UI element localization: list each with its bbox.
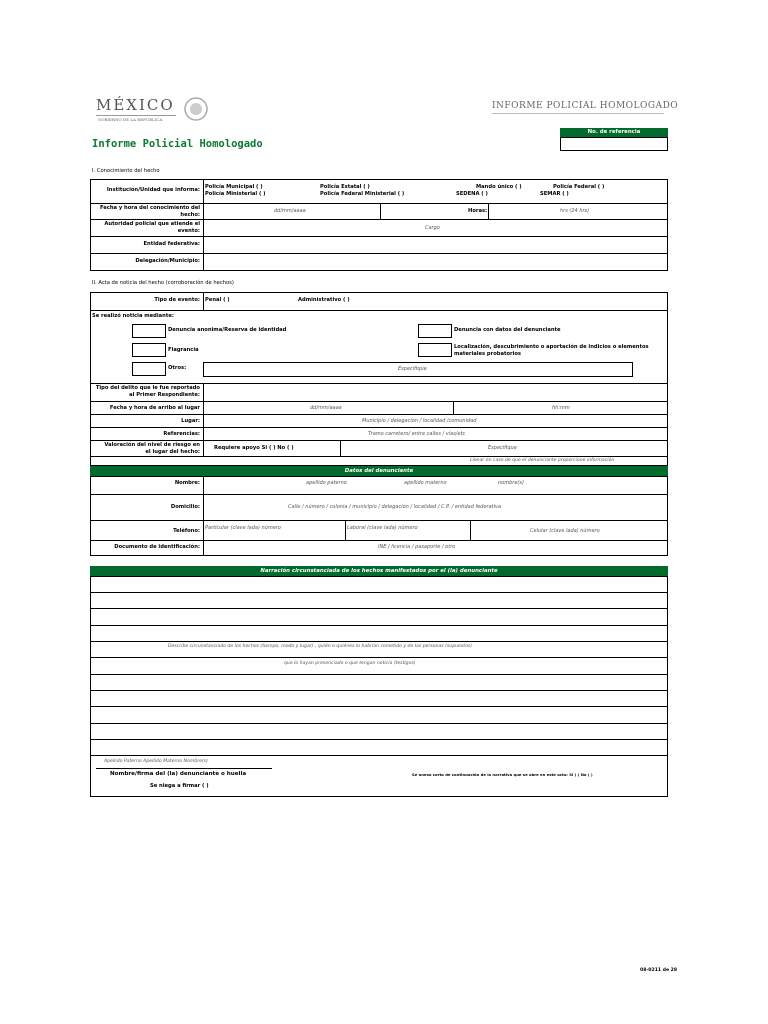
- option-mando-unico[interactable]: Mando único ( ): [476, 184, 522, 190]
- document-title: Informe Policial Homologado: [92, 138, 263, 150]
- narrativa-header: Narración circunstanciada de los hechos manifestados por el (la) denunciante: [90, 566, 668, 576]
- requiere-apoyo-option[interactable]: Requiere apoyo Si ( ) No ( ): [214, 445, 294, 451]
- lugar-label: Lugar:: [181, 418, 200, 424]
- section1-col-divider: [203, 179, 204, 271]
- hora-arribo-hint: hh:mm: [552, 405, 570, 411]
- fecha-arribo-hint: dd/mm/aaaa: [310, 405, 342, 411]
- checkbox-denuncia-anonima[interactable]: [132, 324, 166, 338]
- referencias-label: Referencias:: [163, 431, 200, 437]
- otros-especifique-hint: Especifique: [398, 366, 427, 372]
- tipo-evento-label: Tipo de evento:: [154, 297, 200, 303]
- logo-subtitle: GOBIERNO DE LA REPÚBLICA: [98, 117, 163, 122]
- horas-label: Horas:: [468, 208, 488, 214]
- option-administrativo[interactable]: Administrativo ( ): [298, 297, 350, 303]
- option-policia-estatal[interactable]: Policía Estatal ( ): [320, 184, 370, 190]
- telefono-celular-hint: Celular (clave lada) número: [530, 528, 600, 534]
- fecha-conocimiento-hint: dd/mm/aaaa: [274, 208, 306, 214]
- logo-divider: [96, 115, 176, 116]
- logo-word: MÉXICO: [96, 96, 175, 114]
- section2-title: II. Acta de noticia del hecho (corroboración de hechos): [92, 280, 234, 286]
- header-right-rule: [492, 113, 664, 114]
- option-policia-ministerial[interactable]: Policía Ministerial ( ): [205, 191, 266, 197]
- flagrancia-label: Flagrancia: [168, 347, 199, 353]
- institucion-label: Institución/Unidad que informa:: [106, 187, 200, 193]
- tipo-delito-label: Tipo del delito que le fue reportado al Primer Respondiente:: [95, 385, 200, 398]
- denuncia-datos-label: Denuncia con datos del denunciante: [454, 327, 561, 333]
- denuncia-anonima-label: Denuncia anonima/Reserva de identidad: [168, 327, 287, 333]
- delegacion-municipio-label: Delegación/Municipio:: [135, 258, 200, 264]
- denunciante-header: Datos del denunciante: [90, 466, 668, 476]
- autoridad-label: Autoridad policial que atiende el evento:: [104, 221, 200, 234]
- option-sedena[interactable]: SEDENA ( ): [456, 191, 488, 197]
- option-penal[interactable]: Penal ( ): [205, 297, 230, 303]
- firma-line: [96, 768, 272, 769]
- narrativa-hint-2: que lo hayan presenciado o que tengan noticia (testigos): [284, 661, 416, 666]
- reference-number-field[interactable]: [560, 137, 668, 151]
- coat-of-arms-icon: [182, 96, 210, 122]
- llenar-note: Llenar en caso de que el denunciante proporcione información: [470, 458, 615, 463]
- nombre-apellido-materno-hint: apellido materno: [404, 480, 447, 486]
- se-niega-firmar-option[interactable]: Se niega a firmar ( ): [150, 783, 209, 789]
- checkbox-flagrancia[interactable]: [132, 343, 166, 357]
- option-policia-federal-ministerial[interactable]: Policía Federal Ministerial ( ): [320, 191, 405, 197]
- fecha-conocimiento-label: Fecha y hora del conocimiento del hecho:: [99, 205, 200, 218]
- mexico-logo: [96, 96, 216, 124]
- option-policia-municipal[interactable]: Policía Municipal ( ): [205, 184, 263, 190]
- header-right-title: INFORME POLICIAL HOMOLOGADO: [492, 101, 679, 111]
- localizacion-label: Localización, descubrimiento o aportación de indicios o elementos materiales probatorios: [454, 344, 649, 357]
- telefono-laboral-hint: Laboral (clave lada) número: [347, 525, 418, 531]
- otros-label: Otros:: [168, 365, 187, 371]
- checkbox-otros[interactable]: [132, 362, 166, 376]
- valoracion-riesgo-label: Valoración del nivel de riesgo en el lugar del hecho:: [104, 442, 200, 455]
- telefono-particular-hint: Particular (clave lada) número: [205, 525, 281, 531]
- valoracion-especifique-hint: Especifique: [488, 445, 517, 451]
- checkbox-localizacion[interactable]: [418, 343, 452, 357]
- option-policia-federal[interactable]: Policía Federal ( ): [553, 184, 605, 190]
- lugar-hint: Municipio / delegación / localidad /comunidad: [362, 418, 477, 424]
- domicilio-label: Domicilio:: [170, 504, 200, 510]
- narrativa-table[interactable]: [90, 576, 668, 766]
- referencias-hint: Tramo carretero/ entre calles / vías/etc: [368, 431, 466, 437]
- entidad-federativa-label: Entidad federativa:: [143, 241, 200, 247]
- option-semar[interactable]: SEMAR ( ): [540, 191, 569, 197]
- page-code: 08-0211 de 28: [640, 968, 678, 973]
- nombre-nombres-hint: nombre(s): [498, 480, 524, 486]
- checkbox-denuncia-datos[interactable]: [418, 324, 452, 338]
- firma-apellidos-hint: Apellido Paterno Apellido Materno Nombre(s): [104, 759, 208, 764]
- carta-continuacion-option[interactable]: Se anexa carta de continuación de la narrativa que se obre en este acta: Si ( ) No ( ): [412, 772, 593, 777]
- reference-number-label: No. de referencia: [560, 128, 668, 137]
- horas-hint: hrs (24 hrs): [560, 208, 590, 214]
- section1-title: I. Conocimiento del hecho: [92, 168, 160, 174]
- nombre-apellido-paterno-hint: apellido paterno: [306, 480, 347, 486]
- realizo-noticia-label: Se realizó noticia mediante:: [92, 313, 174, 319]
- documento-identificacion-label: Documento de identificación:: [114, 544, 200, 550]
- documento-identificacion-hint: INE / licencia / pasaporte / otro: [378, 544, 456, 550]
- nombre-label: Nombre:: [174, 480, 200, 486]
- fecha-arribo-label: Fecha y hora de arribo al lugar: [109, 405, 200, 411]
- firma-nombre-label: Nombre/firma del (la) denunciante o huella: [110, 771, 247, 777]
- telefono-label: Teléfono:: [173, 528, 200, 534]
- domicilio-hint: Calle / número / colonia / municipio / delegación / localidad / C.P. / entidad federativa: [288, 504, 502, 510]
- cargo-hint: Cargo: [425, 225, 440, 231]
- narrativa-hint-1: Describe circunstanciado de los hechos (tiempo, modo y lugar) , quién o quiénes lo habrían cometido y de las personas (supuestos): [168, 644, 473, 649]
